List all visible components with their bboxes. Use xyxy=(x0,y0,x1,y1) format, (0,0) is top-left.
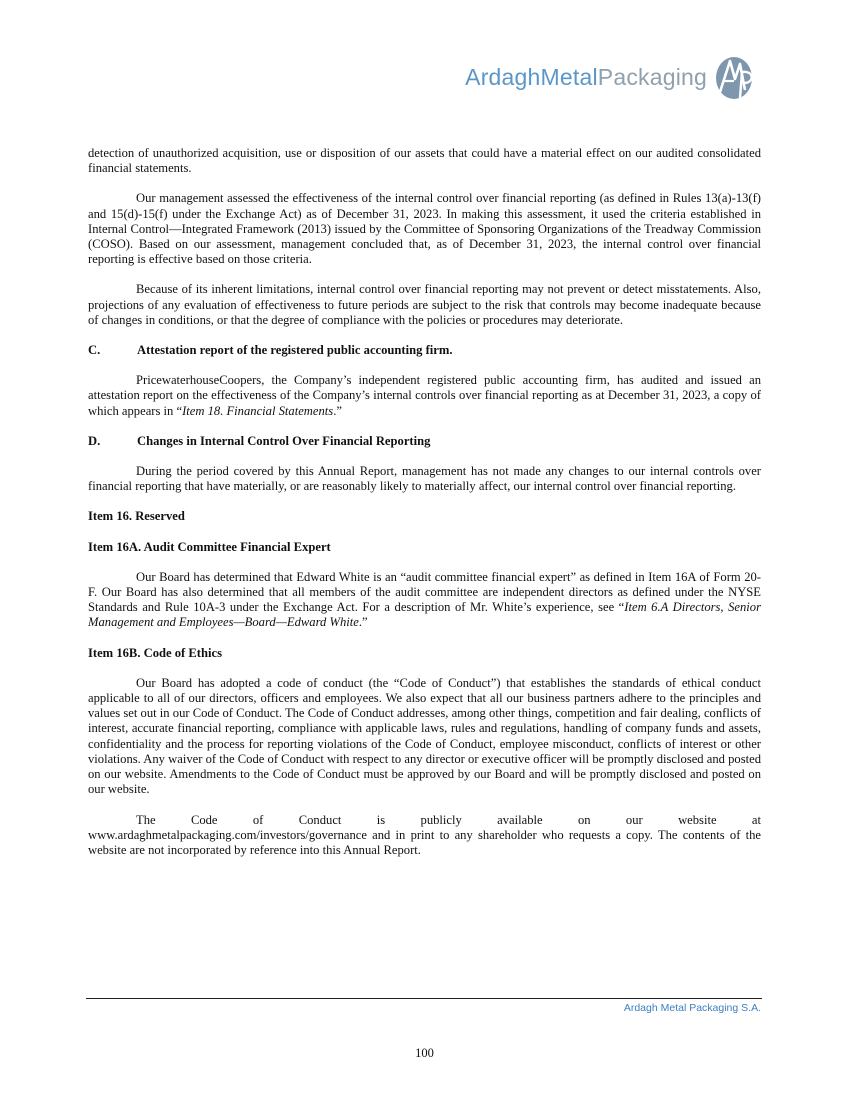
paragraph-audit-committee-expert: Our Board has determined that Edward White is an “audit committee financial expert” as defined in Item 16A of Form 20-F. Our Board has also determined that all members of the audit committee are independent directors as defined under the NYSE Standards and Rule 10A-3 under the Exchange Act. For a description of Mr. White’s experience, see “Item 6.A Directors, Senior Management and Employees—Board—Edward White.” xyxy=(88,569,761,630)
amp-monogram-icon xyxy=(711,52,757,102)
paragraph-changes: During the period covered by this Annual Report, management has not made any changes to our internal controls over financial reporting that have materially, or are reasonably likely to materially affect, our internal control over financial reporting. xyxy=(88,464,761,494)
paragraph-website-availability xyxy=(88,813,761,859)
page-body xyxy=(88,146,761,858)
footer-divider xyxy=(86,998,762,999)
section-heading-d: D. Changes in Internal Control Over Financial Reporting xyxy=(88,433,431,448)
website-remainder: www.ardaghmetalpackaging.com/investors/governance and in print to any shareholder who requests a copy. The contents of the website are not incorporated by reference into this Annual Report. xyxy=(88,827,761,857)
paragraph-attestation: PricewaterhouseCoopers, the Company’s independent registered public accounting firm, has audited and issued an attestation report on the effectiveness of the Company’s internal controls over financial reporting as at December 31, 2023, a copy of which appears in “Item 18. Financial Statements.” xyxy=(88,373,761,418)
paragraph-management-assessment: Our management assessed the effectiveness of the internal control over financial reporting (as defined in Rules 13(a)-13(f) and 15(d)-15(f) under the Exchange Act) as of December 31, 2023. In making this assessment, it used the criteria established in Internal Control—Integrated Framework (2013) issued by the Committee of Sponsoring Organizations of the Treadway Commission (COSO). Based on our assessment, management concluded that, as of December 31, 2023, the internal control over financial reporting is effective based on those criteria. xyxy=(88,191,761,267)
item-16a-heading: Item 16A. Audit Committee Financial Expert xyxy=(88,539,331,554)
item-16b-heading: Item 16B. Code of Ethics xyxy=(88,645,222,660)
cross-reference-item-18: Item 18. Financial Statements xyxy=(182,403,334,418)
section-heading-c: C. Attestation report of the registered public accounting firm. xyxy=(88,343,453,358)
footer-company-name: Ardagh Metal Packaging S.A. xyxy=(623,1002,761,1014)
paragraph-inherent-limitations: Because of its inherent limitations, internal control over financial reporting may not prevent or detect misstatements. Also, projections of any evaluation of effectiveness to future periods are subject to the risk that controls may become inadequate because of changes in conditions, or that the degree of compliance with the policies or procedures may deteriorate. xyxy=(88,282,761,327)
paragraph-intro: detection of unauthorized acquisition, use or disposition of our assets that could have a material effect on our audited consolidated financial statements. xyxy=(88,146,761,176)
logo-wordmark: ArdaghMetalPackaging xyxy=(465,63,707,90)
website-first-line: The Code of Conduct is publicly available on our website at xyxy=(136,812,761,827)
cross-reference-item-6a: Item 6.A Directors, Senior Management and Employees—Board—Edward White xyxy=(88,600,761,630)
company-logo xyxy=(465,52,757,102)
page-number: 100 xyxy=(415,1046,434,1060)
paragraph-code-of-conduct: Our Board has adopted a code of conduct (the “Code of Conduct”) that establishes the standards of ethical conduct applicable to all of our directors, officers and employees. We also expect that all our business partners adhere to the principles and values set out in our Code of Conduct. The Code of Conduct addresses, among other things, competition and fair dealing, conflicts of interest, accurate financial reporting, compliance with applicable laws, rules and regulations, handling of company funds and assets, confidentiality and the process for reporting violations of the Code of Conduct, employee misconduct, conflicts of interest or other violations. Any waiver of the Code of Conduct with respect to any director or executive officer will be promptly disclosed and posted on our website. Amendments to the Code of Conduct must be approved by our Board and will be promptly disclosed and posted on our website. xyxy=(88,675,761,797)
item-16-heading: Item 16. Reserved xyxy=(88,509,185,524)
